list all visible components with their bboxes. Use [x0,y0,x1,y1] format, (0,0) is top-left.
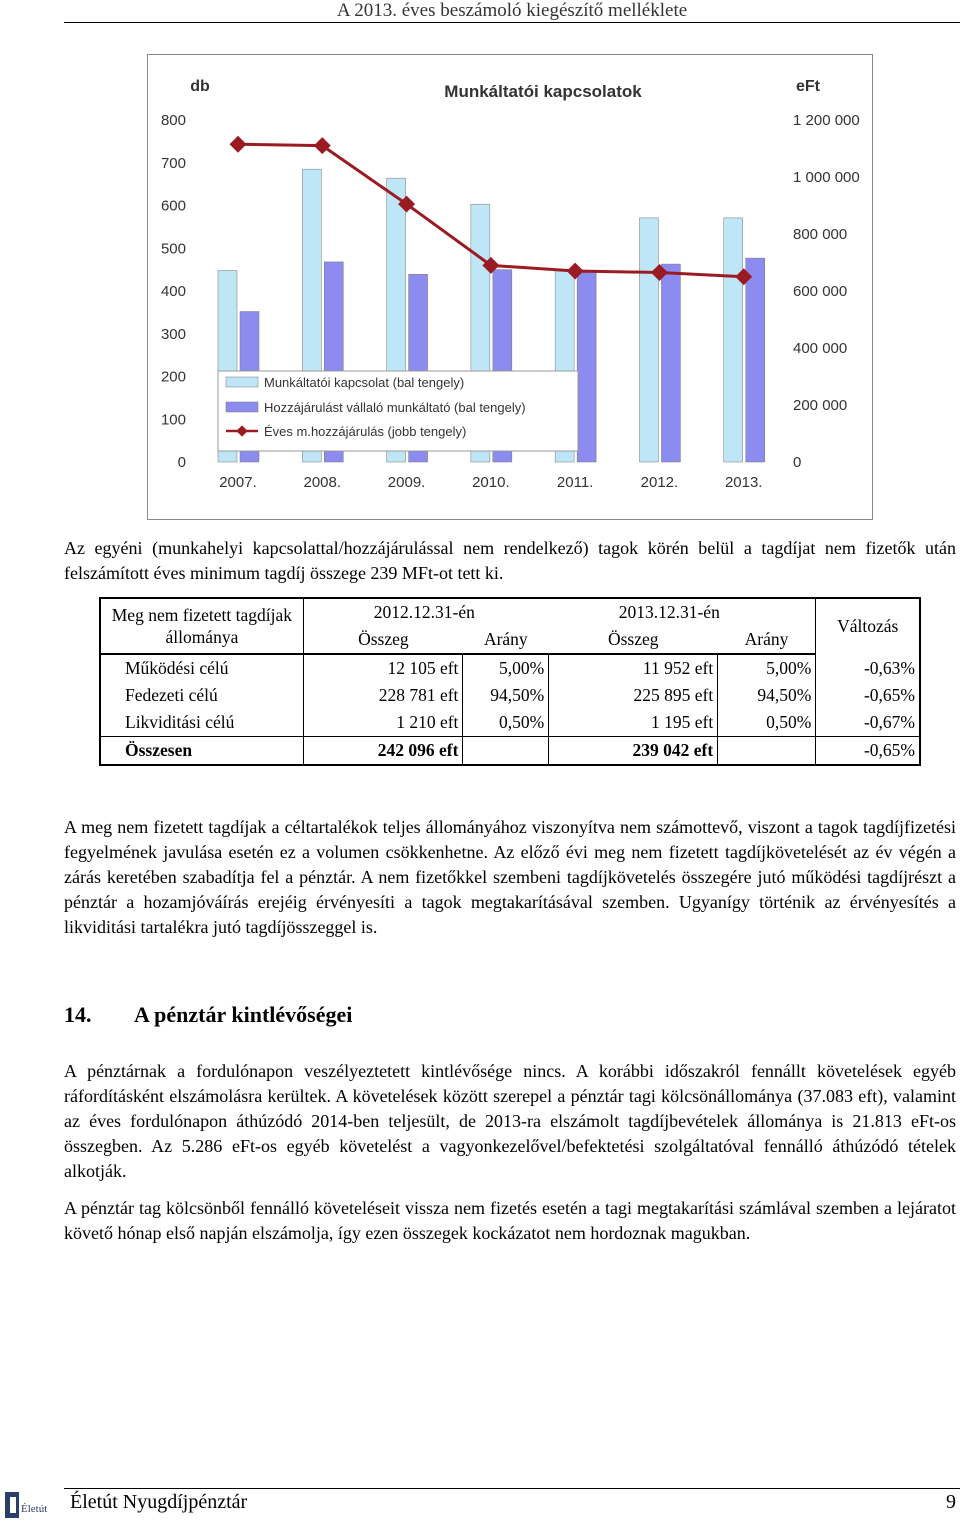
line-point [230,136,247,153]
right-tick-label: 1 000 000 [793,169,860,186]
x-tick-label: 2009. [387,474,426,491]
legend-swatch [226,402,258,412]
row-label: Fedezeti célú [100,682,303,709]
chart-title: Munkáltatói kapcsolatok [444,82,642,101]
amount-cell: 1 195 eft [549,709,718,737]
ratio-cell: 5,00% [463,654,549,682]
paragraph-4: A pénztár tag kölcsönből fennálló követeléseit vissza nem fizetés esetén a tagi megtakarítási számlával szemben a lejáratot követő hónap első napján elszámolja, így ezen összegek kockázatot nem hordoznak magukban. [64,1198,956,1243]
chart-svg [148,55,872,519]
logo-icon [2,1488,50,1524]
date2-header: 2013.12.31-én [549,598,816,626]
legend-label: Éves m.hozzájárulás (jobb tengely) [264,424,467,439]
legend-label: Munkáltatói kapcsolat (bal tengely) [264,375,465,390]
page-number: 9 [946,1491,956,1513]
footer-org-name: Életút Nyugdíjpénztár [70,1491,248,1513]
amount-cell: 225 895 eft [549,682,718,709]
x-tick-label: 2008. [303,474,342,491]
empty-cell [718,737,816,766]
change-cell: -0,63% [816,654,920,682]
row-label: Működési célú [100,654,303,682]
right-tick-label: 600 000 [793,283,848,300]
total-change: -0,65% [816,737,920,766]
ratio-cell: 0,50% [718,709,816,737]
page-header [64,0,960,23]
ratio-cell: 94,50% [718,682,816,709]
right-tick-label: 400 000 [793,340,848,357]
total-label: Összesen [100,737,303,766]
bar [661,264,680,462]
table-corner-header: Meg nem fizetett tagdíjak állománya [100,598,303,654]
table-row [100,682,920,709]
legend-swatch [226,377,258,387]
right-tick-label: 0 [793,454,802,471]
date1-header: 2012.12.31-én [303,598,548,626]
left-axis-unit: db [190,78,210,95]
amount-cell: 11 952 eft [549,654,718,682]
left-tick-label: 300 [160,325,186,343]
left-tick-label: 200 [160,368,186,386]
right-tick-label: 1 200 000 [793,112,860,129]
section-heading [64,1002,352,1028]
total-amount-1: 242 096 eft [303,737,463,766]
table-row [100,709,920,737]
x-tick-label: 2010. [472,474,510,491]
section-title: A pénztár kintlévőségei [134,1002,353,1027]
table-total-row [100,737,920,766]
table-row [100,654,920,682]
change-cell: -0,67% [816,709,920,737]
paragraph-2: A meg nem fizetett tagdíjak a céltartalékok teljes állományához viszonyítva nem számottevő, viszont a tagok tagdíjfizetési fegyelmének javulása esetén ez a volumen csökkenhetne. Az előző évi meg nem fizetett tagdíjkövetelését az év végén a zárás keretében szabadítja fel a pénztár. A nem fizetőkkel szembeni tagdíjkövetelés összegére jutó működési tagdíjrészt a pénztár a hozamjóváírás erejéig érvényesíti a tagok megtakarításával szemben. Ugyanígy történik az érvényesítés a likviditási tartalékra jutó tagdíjösszeggel is. [64,817,956,937]
unpaid-fees-table [99,597,921,766]
logo [2,1488,50,1524]
row-label: Likviditási célú [100,709,303,737]
paragraph-1: Az egyéni (munkahelyi kapcsolattal/hozzájárulással nem rendelkező) tagok körén belül a tagdíjat nem fizetők után felszámított éves minimum tagdíj összege 239 MFt-ot tett ki. [64,538,956,583]
legend-label: Hozzájárulást vállaló munkáltató (bal tengely) [264,400,526,415]
bar [639,218,658,462]
bar [577,273,596,462]
x-tick-label: 2007. [219,474,257,491]
amount-cell: 1 210 eft [303,709,463,737]
ratio-header-2: Arány [718,626,816,654]
left-tick-label: 400 [160,283,186,300]
change-header: Változás [816,598,920,654]
paragraph-3: A pénztárnak a fordulónapon veszélyeztetett kintlévősége nincs. A korábbi időszakról fennállt követelések egyéb ráfordításként elszámolásra kerültek. A követelések között szerepel a pénztár tagi kölcsönállománya (37.083 eft), valamint az éves fordulónapon áthúzódó 2014-ben teljesült, de 2013-ra elszámolt tagdíjbevételek állománya is 21.813 eFt-os összegben. Az 5.286 eFt-os egyéb követelést a vagyonkezelővel/befektetési szolgáltatóval fennálló áthúzódó tételek alkotják. [64,1061,956,1181]
amount-cell: 12 105 eft [303,654,463,682]
x-tick-label: 2012. [640,474,679,491]
ratio-header-1: Arány [463,626,549,654]
bar [724,218,743,462]
x-tick-label: 2011. [556,474,594,491]
ratio-cell: 94,50% [463,682,549,709]
change-cell: -0,65% [816,682,920,709]
footer-divider [64,1488,960,1489]
header-title: A 2013. éves beszámoló kiegészítő melléklete [336,0,688,21]
bar [746,258,765,462]
right-tick-label: 200 000 [793,397,848,414]
amount-header-1: Összeg [303,626,463,654]
left-tick-label: 800 [160,112,186,129]
amount-header-2: Összeg [549,626,718,654]
left-tick-label: 600 [160,197,186,215]
chart [147,54,873,520]
ratio-cell: 0,50% [463,709,549,737]
left-tick-label: 700 [160,154,186,172]
section-number: 14. [64,1002,92,1027]
amount-cell: 228 781 eft [303,682,463,709]
left-tick-label: 0 [177,454,186,471]
left-tick-label: 500 [160,240,186,258]
empty-cell [463,737,549,766]
right-axis-unit: eFt [796,78,820,95]
left-tick-label: 100 [160,411,186,429]
ratio-cell: 5,00% [718,654,816,682]
right-tick-label: 800 000 [793,226,848,243]
logo-text: Életút [21,1503,48,1515]
total-amount-2: 239 042 eft [549,737,718,766]
x-tick-label: 2013. [724,474,763,491]
